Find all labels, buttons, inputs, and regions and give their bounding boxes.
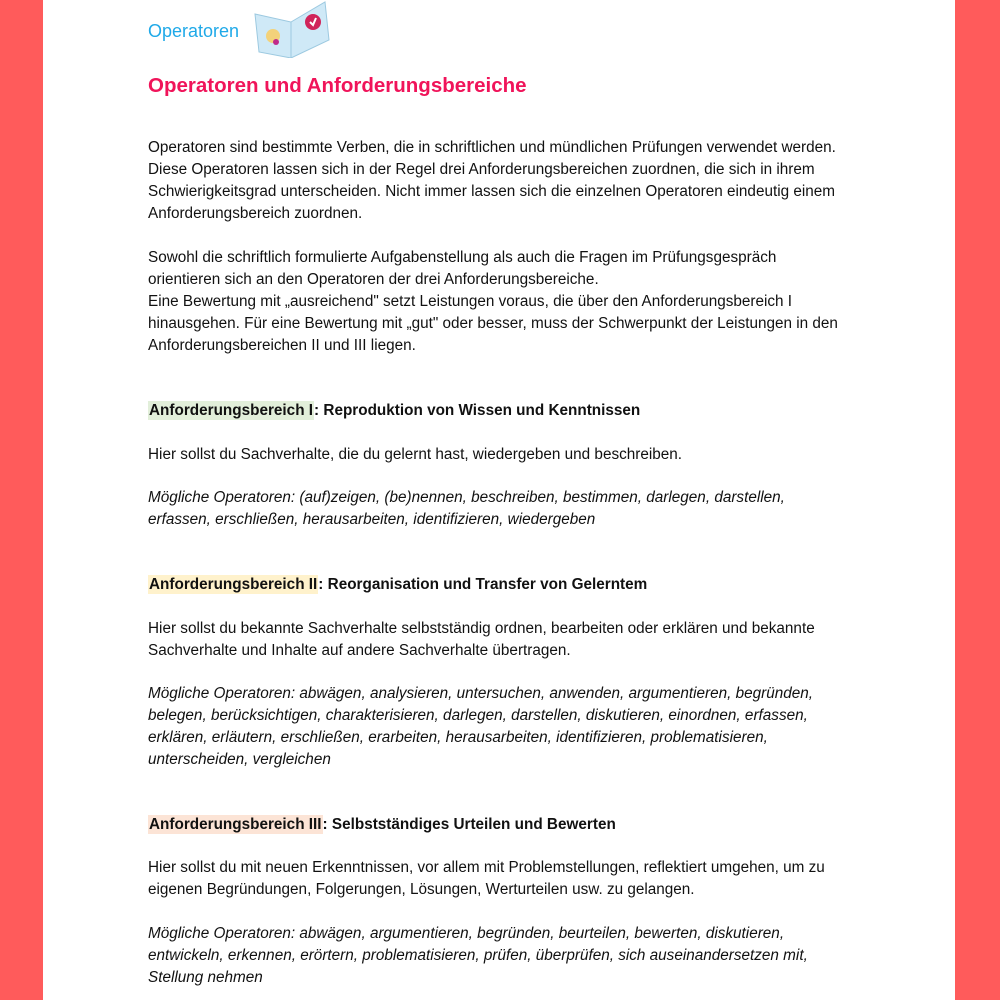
section-heading [148,814,848,836]
section-operators [148,487,848,531]
intro-paragraph: Eine Bewertung mit „ausreichend" setzt Leistungen voraus, die über den Anforderungsbereich I hinausgehen. Für eine Bewertung mit „gut" oder besser, muss der Schwerpunkt der Leistungen in den Anforderungsbereichen II und III liegen. [148,293,838,354]
section-label: Anforderungsbereich III [149,816,322,833]
section-title: : Selbstständiges Urteilen und Bewerten [322,816,616,833]
section-label: Anforderungsbereich I [149,402,314,419]
section-label: Anforderungsbereich II [149,576,318,593]
section-heading [148,400,848,422]
operators-list: Mögliche Operatoren: abwägen, analysieren, untersuchen, anwenden, argumentieren, begründen, belegen, berücksichtigen, charakterisieren, darlegen, darstellen, diskutieren, einordnen, erfassen, erklären, erläutern, erschließen, erarbeiten, herausarbeiten, identifizieren, problematisieren, unterscheiden, vergleichen [148,685,814,768]
section-heading [148,574,848,596]
section-text: Hier sollst du Sachverhalte, die du gelernt hast, wiedergeben und beschreiben. [148,446,683,463]
page-title: Operatoren und Anforderungsbereiche [148,74,527,97]
section-operators [148,923,848,989]
operators-list: Mögliche Operatoren: abwägen, argumentieren, begründen, beurteilen, bewerten, diskutieren, entwickeln, erkennen, erörtern, problematisieren, prüfen, überprüfen, sich auseinandersetzen mit, Stellung nehmen [148,925,808,986]
section-title: : Reorganisation und Transfer von Gelerntem [318,576,648,593]
section-text: Hier sollst du mit neuen Erkenntnissen, vor allem mit Problemstellungen, reflektiert umgehen, um zu eigenen Begründungen, Folgerungen, Lösungen, Werturteilen usw. zu gelangen. [148,859,825,898]
section-text: Hier sollst du bekannte Sachverhalte selbstständig ordnen, bearbeiten oder erklären und bekannte Sachverhalte und Inhalte auf andere Sachverhalte übertragen. [148,620,815,659]
brand-label: Operatoren [148,21,240,41]
section-operators [148,683,848,771]
book-logo-icon [251,0,333,58]
section-title: : Reproduktion von Wissen und Kenntnissen [314,402,641,419]
intro-paragraph: Operatoren sind bestimmte Verben, die in schriftlichen und mündlichen Prüfungen verwendet werden. Diese Operatoren lassen sich in der Regel drei Anforderungsbereichen zuordnen, die sich in ihrem Schwierigkeitsgrad unterscheiden. Nicht immer lassen sich die einzelnen Operatoren eindeutig einem Anforderungsbereich zuordnen. [148,139,836,222]
operators-list: Mögliche Operatoren: (auf)zeigen, (be)nennen, beschreiben, bestimmen, darlegen, darstellen, erfassen, erschließen, herausarbeiten, identifizieren, wiedergeben [148,489,785,528]
intro-paragraph: Sowohl die schriftlich formulierte Aufgabenstellung als auch die Fragen im Prüfungsgespräch orientieren sich an den Operatoren der drei Anforderungsbereiche. [148,249,777,288]
document-page [43,0,955,1000]
